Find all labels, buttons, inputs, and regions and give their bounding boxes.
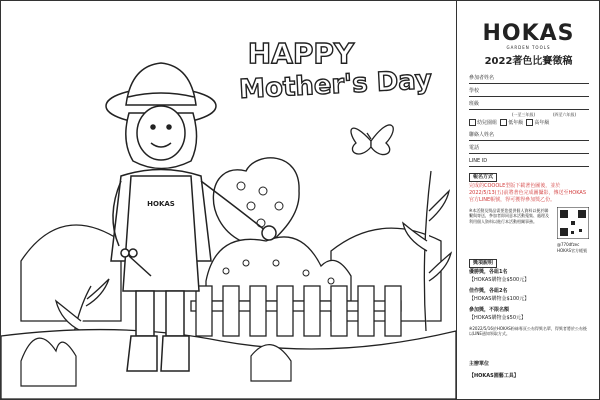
qr-code-icon[interactable] <box>557 207 589 239</box>
butterfly-icon <box>351 125 393 155</box>
prize-1-name: 優勝獎，各組1名 <box>469 269 508 275</box>
class-field[interactable] <box>469 109 589 110</box>
phone-label: 電話 <box>469 145 480 151</box>
line-id-field[interactable] <box>469 166 589 167</box>
greeting-happy: HAPPY <box>247 37 355 70</box>
lower-grade-label: 低年級 <box>508 120 524 126</box>
contact-name-label: 聯絡人姓名 <box>469 132 495 138</box>
grade-hint-low: (一至三年級) <box>512 112 536 117</box>
lower-grade-checkbox[interactable] <box>500 119 507 126</box>
apron-logo: HOKAS <box>147 200 175 208</box>
upper-grade-checkbox[interactable] <box>526 119 533 126</box>
contest-title: 2022著色比賽徵稿 <box>484 56 573 67</box>
prize-title: 獎項說明 <box>469 259 497 268</box>
method-note: ※本活動及獎品需要您提供個人資料以便於聯繫與寄送，參加者即同意本活動蒐集、處理及利用個人資料以進行本活動相關事務。 <box>469 208 549 224</box>
contact-name-field[interactable] <box>469 140 589 141</box>
entry-form-panel <box>456 1 600 399</box>
hill-left <box>21 225 121 321</box>
school-label: 學校 <box>469 88 480 94</box>
school-field[interactable] <box>469 96 589 97</box>
kindergarten-checkbox[interactable] <box>469 119 476 126</box>
organizer-name: 【HOKAS園藝工具】 <box>469 373 519 379</box>
greeting-mothers-day: Mother's Day <box>238 64 433 106</box>
line-id-label: LINE ID <box>469 158 488 164</box>
prize-note: ※2022/5/16於HOKAS粉絲專頁公布得獎名單，得獎者將於公布後以LINE通知領取方式。 <box>469 326 587 337</box>
brand-subtitle: GARDEN TOOLS <box>506 45 551 50</box>
class-label: 班級 <box>469 101 480 107</box>
method-text: 完成的COOOLE型版下載著色圖後，並於2022/5/13(五)前將著色完成圖攝影，傳送至HOKAS官方LINE帳號，得可獲得參加獎乙份。 <box>469 183 587 203</box>
prize-1-detail: 【HOKAS購物金$500元】 <box>469 277 530 283</box>
upper-grade-label: 高年級 <box>534 120 550 126</box>
prize-2-name: 佳作獎，各組2名 <box>469 288 508 294</box>
phone-field[interactable] <box>469 153 589 154</box>
line-handle: @770dfzec <box>557 242 580 247</box>
organizer-title: 主辦單位 <box>469 361 490 367</box>
line-handle-sub: HOKAS官方帳號 <box>557 248 587 253</box>
grade-options <box>469 119 549 127</box>
kindergarten-label: 幼兒園組 <box>477 120 498 126</box>
participant-name-label: 參加者姓名 <box>469 75 495 81</box>
method-title: 報名方式 <box>469 173 497 182</box>
prize-2-detail: 【HOKAS購物金$100元】 <box>469 296 530 302</box>
coloring-illustration <box>1 1 456 399</box>
participant-name-field[interactable] <box>469 83 589 84</box>
grade-hint-high: (四至六年級) <box>553 112 577 117</box>
prize-3-name: 參加獎，不限名額 <box>469 307 510 313</box>
prize-3-detail: 【HOKAS購物金$50元】 <box>469 315 527 321</box>
brand-logo: HOKAS <box>482 21 575 46</box>
